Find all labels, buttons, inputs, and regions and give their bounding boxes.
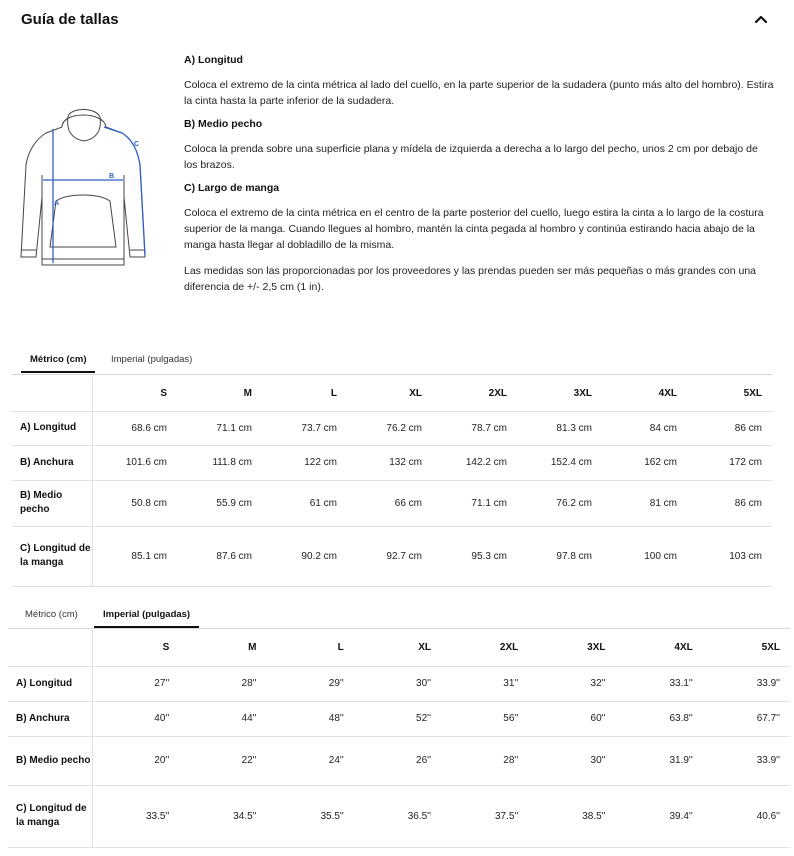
tab-metric[interactable]: Métrico (cm) — [25, 609, 78, 620]
section-heading-medio-pecho: B) Medio pecho — [184, 118, 263, 130]
size-header: XL — [354, 630, 441, 666]
tab-imperial[interactable]: Imperial (pulgadas) — [111, 354, 193, 365]
row-label: B) Anchura — [8, 701, 92, 736]
table-cell: 103 cm — [687, 526, 772, 586]
unit-tabs-imperial — [8, 606, 790, 630]
table-cell: 39.4'' — [616, 785, 703, 847]
table-row — [12, 526, 772, 586]
size-header: L — [262, 377, 347, 411]
row-label: C) Longitud de la manga — [8, 785, 92, 847]
table-cell: 20'' — [92, 736, 179, 785]
table-cell: 26'' — [354, 736, 441, 785]
table-cell: 61 cm — [262, 480, 347, 526]
section-heading-largo-manga: C) Largo de manga — [184, 182, 280, 194]
table-row — [8, 666, 790, 701]
table-cell: 81 cm — [602, 480, 687, 526]
table-row — [12, 411, 772, 445]
size-header-row — [12, 377, 772, 411]
table-cell: 132 cm — [347, 445, 432, 480]
table-row — [12, 480, 772, 526]
table-cell: 40'' — [92, 701, 179, 736]
size-header: 2XL — [441, 630, 528, 666]
row-label: A) Longitud — [12, 411, 92, 445]
table-cell: 60'' — [528, 701, 615, 736]
table-cell: 33.9'' — [703, 736, 790, 785]
table-cell: 40.6'' — [703, 785, 790, 847]
size-header: 4XL — [616, 630, 703, 666]
table-cell: 22'' — [179, 736, 266, 785]
size-header: M — [177, 377, 262, 411]
tab-divider — [8, 628, 790, 629]
row-label: B) Medio pecho — [8, 736, 92, 785]
table-cell: 44'' — [179, 701, 266, 736]
table-cell: 78.7 cm — [432, 411, 517, 445]
table-cell: 85.1 cm — [92, 526, 177, 586]
table-cell: 81.3 cm — [517, 411, 602, 445]
table-cell: 162 cm — [602, 445, 687, 480]
table-cell: 92.7 cm — [347, 526, 432, 586]
table-cell: 33.5'' — [92, 785, 179, 847]
table-corner — [12, 377, 92, 411]
table-cell: 31.9'' — [616, 736, 703, 785]
table-cell: 101.6 cm — [92, 445, 177, 480]
table-cell: 28'' — [441, 736, 528, 785]
row-label: A) Longitud — [8, 666, 92, 701]
size-header: 5XL — [687, 377, 772, 411]
size-header: L — [267, 630, 354, 666]
measurement-note: Las medidas son las proporcionadas por los proveedores y las prendas pueden ser más pequeñas o más grandes con una diferencia de +/- 2,5 cm (1 in). — [184, 265, 757, 293]
size-table-metric — [12, 377, 772, 587]
table-cell: 30'' — [354, 666, 441, 701]
table-cell: 84 cm — [602, 411, 687, 445]
table-row — [8, 736, 790, 785]
tab-metric[interactable]: Métrico (cm) — [30, 351, 86, 373]
section-heading-longitud: A) Longitud — [184, 54, 243, 66]
hoodie-measurement-diagram — [18, 105, 148, 275]
table-cell: 86 cm — [687, 480, 772, 526]
size-guide-title: Guía de tallas — [21, 11, 119, 28]
size-header: 4XL — [602, 377, 687, 411]
size-header: S — [92, 630, 179, 666]
size-header: S — [92, 377, 177, 411]
table-cell: 68.6 cm — [92, 411, 177, 445]
table-cell: 56'' — [441, 701, 528, 736]
row-label: B) Medio pecho — [12, 480, 92, 526]
table-cell: 48'' — [267, 701, 354, 736]
tab-imperial[interactable]: Imperial (pulgadas) — [103, 606, 190, 628]
table-cell: 73.7 cm — [262, 411, 347, 445]
table-cell: 67.7'' — [703, 701, 790, 736]
table-cell: 27'' — [92, 666, 179, 701]
table-cell: 172 cm — [687, 445, 772, 480]
table-cell: 100 cm — [602, 526, 687, 586]
table-cell: 76.2 cm — [517, 480, 602, 526]
table-cell: 142.2 cm — [432, 445, 517, 480]
table-cell: 52'' — [354, 701, 441, 736]
size-header-row — [8, 630, 790, 666]
size-table-imperial — [8, 630, 790, 848]
table-cell: 50.8 cm — [92, 480, 177, 526]
table-cell: 86 cm — [687, 411, 772, 445]
table-cell: 34.5'' — [179, 785, 266, 847]
table-cell: 36.5'' — [354, 785, 441, 847]
label-a: A — [54, 200, 60, 207]
section-text-longitud: Coloca el extremo de la cinta métrica al lado del cuello, en la parte superior de la sudadera (punto más alto del hombro). Estira la cinta hasta la parte inferior de la sudadera. — [184, 79, 774, 107]
unit-tabs-metric — [12, 351, 772, 375]
table-cell: 122 cm — [262, 445, 347, 480]
table-cell: 37.5'' — [441, 785, 528, 847]
table-cell: 35.5'' — [267, 785, 354, 847]
size-header: 2XL — [432, 377, 517, 411]
row-label: B) Anchura — [12, 445, 92, 480]
table-cell: 29'' — [267, 666, 354, 701]
table-cell: 63.8'' — [616, 701, 703, 736]
table-cell: 28'' — [179, 666, 266, 701]
section-text-largo-manga: Coloca el extremo de la cinta métrica en el centro de la parte posterior del cuello, luego estira la cinta a lo largo de la costura superior de la manga. Cuando llegues al hombro, mantén la cinta pegada al hombro y continúa estirando hacia abajo de la manga hasta llegar al dobladillo de la misma. — [184, 207, 764, 251]
table-cell: 71.1 cm — [432, 480, 517, 526]
table-row — [12, 445, 772, 480]
table-cell: 71.1 cm — [177, 411, 262, 445]
tab-divider — [12, 374, 772, 375]
chevron-up-icon[interactable] — [750, 8, 772, 30]
row-label: C) Longitud de la manga — [12, 526, 92, 586]
table-cell: 111.8 cm — [177, 445, 262, 480]
section-text-medio-pecho: Coloca la prenda sobre una superficie plana y mídela de izquierda a derecha a lo largo del pecho, unos 2 cm por debajo de los brazos. — [184, 143, 758, 171]
table-cell: 30'' — [528, 736, 615, 785]
table-cell: 152.4 cm — [517, 445, 602, 480]
table-cell: 55.9 cm — [177, 480, 262, 526]
table-cell: 87.6 cm — [177, 526, 262, 586]
table-cell: 33.1'' — [616, 666, 703, 701]
table-cell: 32'' — [528, 666, 615, 701]
table-cell: 76.2 cm — [347, 411, 432, 445]
table-corner — [8, 630, 92, 666]
label-b: B — [109, 173, 115, 180]
size-header: 3XL — [517, 377, 602, 411]
size-header: 5XL — [703, 630, 790, 666]
size-header: 3XL — [528, 630, 615, 666]
table-row — [8, 701, 790, 736]
table-cell: 33.9'' — [703, 666, 790, 701]
table-cell: 66 cm — [347, 480, 432, 526]
table-cell: 90.2 cm — [262, 526, 347, 586]
table-cell: 31'' — [441, 666, 528, 701]
table-cell: 97.8 cm — [517, 526, 602, 586]
table-cell: 24'' — [267, 736, 354, 785]
size-header: XL — [347, 377, 432, 411]
table-row — [8, 785, 790, 847]
measurement-guide — [184, 52, 774, 302]
table-cell: 95.3 cm — [432, 526, 517, 586]
size-header: M — [179, 630, 266, 666]
table-cell: 38.5'' — [528, 785, 615, 847]
size-guide-header[interactable] — [0, 0, 794, 40]
label-c: C — [134, 141, 140, 148]
